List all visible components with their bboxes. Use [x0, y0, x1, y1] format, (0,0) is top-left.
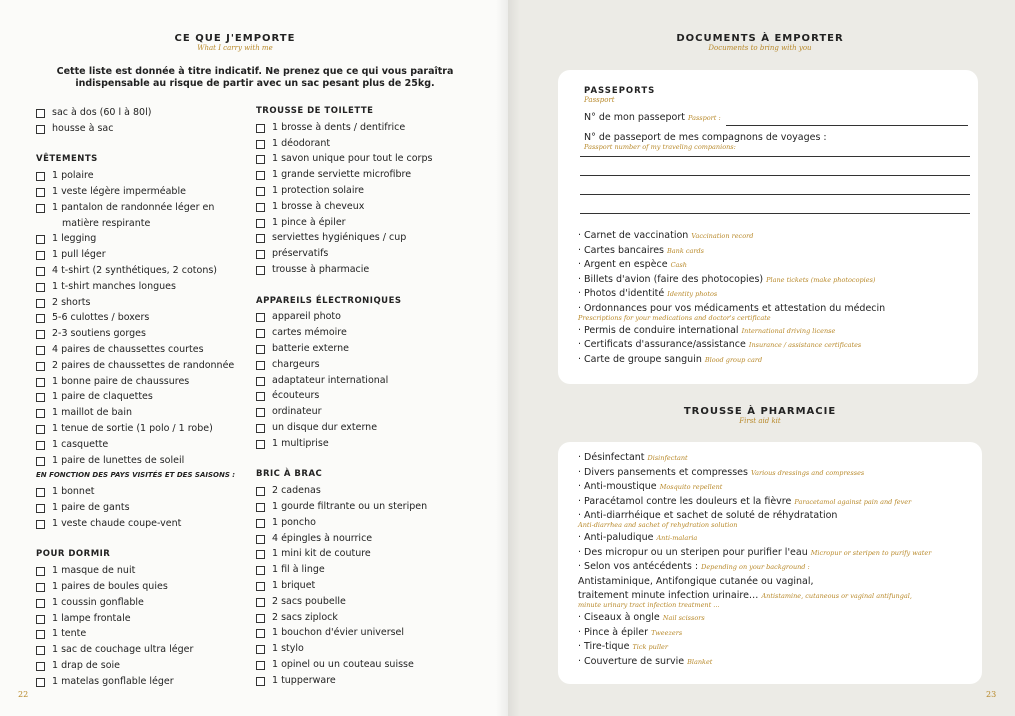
checkbox[interactable]	[256, 424, 265, 433]
checklist-item-label: 4 t-shirt (2 synthétiques, 2 cotons)	[52, 264, 217, 276]
bullet-text: · Certificats d'assurance/assistance	[578, 339, 746, 351]
bullet-translation: Vaccination record	[691, 232, 754, 240]
checkbox[interactable]	[36, 235, 45, 244]
bullet-translation-line2: Prescriptions for your medications and doctor's certificate	[578, 314, 771, 322]
season-note: EN FONCTION DES PAYS VISITÉS ET DES SAISONS :	[36, 471, 236, 480]
bullet-text: · Divers pansements et compresses	[578, 466, 748, 478]
bullet-translation: Tick puller	[632, 643, 668, 652]
checklist-item	[36, 500, 251, 516]
my-passport-label-en: Passport :	[687, 114, 721, 122]
section-heading: BRIC À BRAC	[256, 469, 323, 480]
checkbox[interactable]	[36, 425, 45, 434]
checklist-item-label: adaptateur international	[272, 374, 389, 386]
bullet-item	[578, 259, 687, 271]
checkbox[interactable]	[36, 267, 45, 276]
checkbox[interactable]	[36, 583, 45, 592]
checklist-item	[256, 230, 491, 246]
bullet-item	[578, 245, 704, 257]
bullet-text: · Ordonnances pour vos médicaments et attestation du médecin	[578, 303, 886, 314]
checklist-item	[256, 167, 491, 183]
checkbox[interactable]	[36, 330, 45, 339]
checklist-item-label: 1 paire de lunettes de soleil	[52, 454, 185, 466]
checklist-item	[36, 405, 251, 421]
checkbox[interactable]	[36, 520, 45, 529]
checkbox[interactable]	[256, 440, 265, 449]
bullet-translation: Nail scissors	[662, 614, 705, 622]
checkbox[interactable]	[36, 314, 45, 323]
companion-passport-field-3[interactable]	[580, 194, 970, 195]
checklist-item	[36, 231, 251, 247]
checkbox[interactable]	[36, 488, 45, 497]
checklist-item-label: 1 multiprise	[272, 437, 329, 449]
checklist-item-label: 1 gourde filtrante ou un steripen	[272, 500, 428, 512]
checklist-item-label: 1 coussin gonflable	[52, 596, 144, 608]
checklist-item-label: 2 sacs poubelle	[272, 595, 346, 607]
checklist-item-label: 1 mini kit de couture	[272, 548, 371, 560]
checklist-item-label: 1 poncho	[272, 516, 316, 528]
bullet-translation: Antistamine, cutaneous or vaginal antifungal,	[761, 592, 912, 601]
bullet-item	[578, 641, 668, 653]
checklist-item-label: 1 tenue de sortie (1 polo / 1 robe)	[52, 422, 213, 434]
checklist-item-label: 1 protection solaire	[272, 184, 365, 196]
checklist-item-label: 1 bouchon d'évier universel	[272, 627, 405, 639]
checklist-item	[256, 404, 491, 420]
checklist-item	[256, 183, 491, 199]
checkbox[interactable]	[256, 329, 265, 338]
checklist-item-label: 1 paire de gants	[52, 501, 130, 513]
checkbox[interactable]	[256, 677, 265, 686]
checkbox[interactable]	[36, 599, 45, 608]
page-number-right: 23	[986, 690, 997, 699]
checklist-item	[256, 215, 491, 231]
checkbox[interactable]	[36, 125, 45, 134]
checkbox[interactable]	[256, 566, 265, 575]
checklist-item-label: 5-6 culottes / boxers	[52, 312, 150, 324]
bullet-translation: Blanket	[687, 657, 713, 666]
checklist-item	[36, 295, 251, 311]
checklist-item-label: cartes mémoire	[272, 327, 347, 339]
checkbox[interactable]	[36, 457, 45, 466]
checklist-item-label: 1 fil à linge	[272, 564, 325, 576]
checklist-item-label: 1 stylo	[272, 643, 304, 655]
checkbox[interactable]	[256, 187, 265, 196]
intro-line-1: Cette liste est donnée à titre indicatif. Ne prenez que ce qui vous paraîtra	[56, 66, 454, 77]
bullet-text: · Permis de conduire international	[578, 324, 739, 336]
bullet-text: · Des micropur ou un steripen pour purifier l'eau	[578, 546, 808, 558]
checklist-item	[256, 341, 491, 357]
bullet-translation: Bank cards	[667, 246, 704, 255]
spacer	[36, 532, 251, 548]
bullet-item	[578, 274, 875, 286]
bullet-text: Antistaminique, Antifongique cutanée ou vaginal,	[578, 575, 814, 587]
bullet-item	[578, 339, 861, 351]
documents-title: DOCUMENTS À EMPORTER	[676, 33, 844, 44]
checkbox[interactable]	[256, 645, 265, 654]
checklist-item	[36, 200, 251, 216]
bullet-translation: Mosquito repellent	[659, 483, 723, 492]
bullet-translation: Anti-malaria	[656, 534, 698, 542]
checkbox[interactable]	[256, 408, 265, 417]
checklist-item	[256, 531, 491, 547]
checklist-item	[256, 657, 491, 673]
checkbox[interactable]	[256, 598, 265, 607]
checklist-item-label: 1 briquet	[272, 579, 316, 591]
checklist-item	[36, 453, 251, 469]
checklist-item	[256, 594, 491, 610]
spacer	[36, 137, 251, 153]
companions-label-en: Passport number of my traveling companions:	[584, 143, 736, 151]
checklist-item-label: 1 savon unique pour tout le corps	[272, 153, 433, 165]
checklist-item	[256, 262, 491, 278]
checklist-item-label: sac à dos (60 l à 80l)	[52, 107, 152, 118]
checklist-item	[256, 625, 491, 641]
checklist-item-label: un disque dur externe	[272, 421, 378, 433]
checkbox[interactable]	[256, 487, 265, 496]
passports-title: PASSEPORTS	[584, 86, 656, 96]
checklist-item	[36, 184, 251, 200]
bullet-text: · Anti-diarrhéique et sachet de soluté de réhydratation	[578, 510, 838, 522]
checklist-item	[256, 610, 491, 626]
checklist-item-label: 2-3 soutiens gorges	[52, 328, 146, 340]
checklist-item-label: ordinateur	[272, 406, 322, 418]
checklist-item-label: 1 bonne paire de chaussures	[52, 375, 190, 387]
checklist-item-label: 2 sacs ziplock	[272, 611, 338, 623]
documents-card	[558, 70, 978, 384]
checklist-item	[36, 105, 251, 121]
checklist-item	[36, 263, 251, 279]
bullet-translation: Paracetamol against pain and fever	[794, 497, 912, 506]
checklist-item	[36, 358, 251, 374]
checklist-item	[256, 136, 491, 152]
book-gutter	[496, 0, 520, 716]
spacer	[256, 452, 491, 468]
checklist-item	[36, 421, 251, 437]
checklist-item-label: 1 legging	[52, 233, 97, 245]
bullet-text: · Pince à épiler	[578, 626, 649, 638]
bullet-translation: Disinfectant	[647, 454, 688, 462]
checklist-item	[36, 279, 251, 295]
checklist-item	[36, 342, 251, 358]
bullet-text: · Billets d'avion (faire des photocopies)	[578, 273, 764, 285]
bullet-item	[578, 467, 864, 479]
bullet-text: · Paracétamol contre les douleurs et la fièvre	[578, 495, 792, 507]
checklist-item	[36, 484, 251, 500]
checklist-item-label: 1 pince à épiler	[272, 216, 346, 228]
checklist-item-continuation	[36, 216, 251, 232]
checklist-item	[256, 641, 491, 657]
companions-label: N° de passeport de mes compagnons de voyages :	[584, 132, 827, 143]
section-heading: VÊTEMENTS	[36, 154, 98, 165]
checkbox[interactable]	[256, 266, 265, 275]
checklist-item	[256, 325, 491, 341]
checklist-item-label: 1 sac de couchage ultra léger	[52, 644, 194, 656]
bullet-translation-line2: minute urinary tract infection treatment ...	[578, 601, 720, 610]
bullet-item	[578, 510, 837, 529]
checklist-item	[256, 120, 491, 136]
checklist-item-label: 4 épingles à nourrice	[272, 532, 373, 544]
checklist-item	[256, 562, 491, 578]
my-passport-label: N° de mon passeport	[584, 112, 685, 123]
bullet-item	[578, 496, 911, 508]
checkbox[interactable]	[36, 172, 45, 181]
checkbox[interactable]	[36, 662, 45, 671]
checklist-item-label: appareil photo	[272, 311, 341, 323]
checklist-item-label: 1 drap de soie	[52, 659, 121, 671]
checklist-item	[256, 436, 491, 452]
bullet-item	[578, 612, 705, 624]
checkbox[interactable]	[256, 377, 265, 386]
checklist-item-label: 1 tupperware	[272, 674, 336, 686]
checkbox[interactable]	[36, 204, 45, 213]
checklist-item	[256, 673, 491, 689]
checklist-item	[36, 626, 251, 642]
checklist-item	[36, 658, 251, 674]
checklist-item	[36, 374, 251, 390]
checklist-item-label: 1 casquette	[52, 438, 109, 450]
checklist-item-label: 2 shorts	[52, 296, 91, 308]
bullet-text: · Couverture de survie	[578, 655, 685, 667]
checkbox[interactable]	[36, 441, 45, 450]
bullet-text: · Carnet de vaccination	[578, 230, 689, 241]
checklist-item	[36, 121, 251, 137]
checkbox[interactable]	[36, 109, 45, 118]
checklist-item	[256, 420, 491, 436]
checklist-item	[256, 151, 491, 167]
intro-text	[40, 66, 470, 90]
checkbox[interactable]	[36, 504, 45, 513]
bullet-text: · Tire-tique	[578, 641, 630, 653]
checkbox[interactable]	[36, 615, 45, 624]
checklist-item	[36, 389, 251, 405]
bullet-item	[578, 481, 722, 493]
checkbox[interactable]	[36, 188, 45, 197]
checklist-column-2	[256, 104, 491, 688]
pharmacy-card	[558, 442, 982, 684]
checklist-item	[36, 310, 251, 326]
bullet-item	[578, 288, 717, 300]
checkbox[interactable]	[256, 519, 265, 528]
checkbox[interactable]	[256, 124, 265, 133]
checklist-item-label: 1 opinel ou un couteau suisse	[272, 658, 414, 670]
checklist-item	[36, 437, 251, 453]
checklist-item	[256, 373, 491, 389]
checklist-item-label: 1 matelas gonflable léger	[52, 675, 174, 687]
checkbox[interactable]	[256, 582, 265, 591]
bullet-item	[578, 532, 697, 544]
checkbox[interactable]	[36, 409, 45, 418]
pharmacy-title: TROUSSE À PHARMACIE	[683, 406, 837, 417]
checkbox[interactable]	[256, 550, 265, 559]
checklist-item	[36, 563, 251, 579]
bullet-translation: Depending on your background :	[701, 563, 810, 572]
checkbox[interactable]	[36, 346, 45, 355]
checkbox[interactable]	[36, 283, 45, 292]
page-number-left: 22	[18, 690, 29, 699]
bullet-translation: Micropur or steripen to purify water	[810, 548, 932, 557]
checkbox[interactable]	[256, 629, 265, 638]
companion-passport-field-4[interactable]	[580, 213, 970, 214]
checklist-item-label: 1 veste chaude coupe-vent	[52, 517, 182, 529]
checklist-item-label: 1 bonnet	[52, 486, 95, 498]
checklist-item-label: 1 déodorant	[272, 137, 331, 149]
checklist-item	[256, 246, 491, 262]
checklist-item-label: 2 cadenas	[272, 485, 321, 497]
bullet-text: · Argent en espèce	[578, 259, 668, 271]
checklist-item-label: 1 pull léger	[52, 249, 106, 261]
checklist-item	[256, 499, 491, 515]
checkbox[interactable]	[36, 362, 45, 371]
checkbox[interactable]	[256, 234, 265, 243]
bullet-item	[578, 547, 931, 559]
checklist-item-label: 1 veste légère imperméable	[52, 185, 186, 197]
bullet-translation: Cash	[670, 261, 687, 270]
checklist-item-label: 1 paires de boules quies	[52, 580, 168, 592]
bullet-text: · Photos d'identité	[578, 288, 665, 300]
bullet-translation: International driving license	[741, 326, 836, 335]
bullet-item	[578, 561, 810, 573]
bullet-text: · Ciseaux à ongle	[578, 612, 660, 623]
checklist-item	[256, 546, 491, 562]
checklist-item-label: 1 lampe frontale	[52, 612, 131, 624]
bullet-translation: Tweezers	[651, 628, 683, 637]
bullet-translation-line2: Anti-diarrhea and sachet of rehydration solution	[578, 521, 738, 530]
bullet-translation: Blood group card	[704, 355, 763, 364]
bullet-translation: Identity photos	[667, 290, 718, 299]
checklist-item	[36, 642, 251, 658]
bullet-item	[578, 627, 682, 639]
checklist-item-label: 1 tente	[52, 628, 87, 640]
bullet-translation: Plane tickets (make photocopies)	[766, 275, 876, 284]
checklist-item-label: 2 paires de chaussettes de randonnée	[52, 359, 235, 371]
bullet-item	[578, 303, 885, 322]
checklist-item-label: serviettes hygiéniques / cup	[272, 232, 407, 244]
checkbox[interactable]	[256, 392, 265, 401]
checkbox[interactable]	[36, 567, 45, 576]
checklist-item-label: préservatifs	[272, 248, 329, 260]
checklist-item-label: 1 brosse à dents / dentifrice	[272, 121, 406, 133]
checkbox[interactable]	[256, 661, 265, 670]
checkbox[interactable]	[256, 203, 265, 212]
intro-line-2: indispensable au risque de partir avec un sac pesant plus de 25kg.	[75, 78, 435, 89]
bullet-text: · Anti-moustique	[578, 481, 657, 493]
section-heading: POUR DORMIR	[36, 549, 111, 560]
bullet-text: · Cartes bancaires	[578, 244, 664, 256]
checklist-item-label: batterie externe	[272, 342, 350, 354]
checkbox[interactable]	[36, 378, 45, 387]
checklist-item-label: chargeurs	[272, 358, 320, 370]
bullet-item	[578, 354, 762, 366]
checklist-item-label: matière respirante	[62, 217, 151, 229]
checkbox[interactable]	[36, 630, 45, 639]
my-passport-row	[584, 112, 721, 123]
checklist-item	[36, 516, 251, 532]
bullet-text: traitement minute infection urinaire…	[578, 590, 759, 602]
checkbox[interactable]	[256, 503, 265, 512]
checklist-item-label: écouteurs	[272, 390, 320, 402]
checklist-item	[36, 579, 251, 595]
bullet-text: · Selon vos antécédents :	[578, 561, 699, 573]
spacer	[256, 278, 491, 294]
bullet-item	[578, 576, 814, 588]
left-page-subtitle: What I carry with me	[197, 44, 273, 52]
left-page-title: CE QUE J'EMPORTE	[174, 33, 296, 44]
bullet-item	[578, 590, 912, 609]
checklist-item-label: housse à sac	[52, 122, 114, 134]
checkbox[interactable]	[36, 299, 45, 308]
checklist-item	[256, 199, 491, 215]
checkbox[interactable]	[36, 646, 45, 655]
checkbox[interactable]	[256, 171, 265, 180]
checklist-item	[256, 515, 491, 531]
checklist-item-label: 1 t-shirt manches longues	[52, 280, 176, 292]
checkbox[interactable]	[36, 678, 45, 687]
checklist-item-label: 1 grande serviette microfibre	[272, 169, 412, 181]
companion-passport-field-2[interactable]	[580, 175, 970, 176]
checklist-item-label: 1 paire de claquettes	[52, 391, 153, 403]
checklist-item-label: 1 masque de nuit	[52, 565, 136, 577]
checkbox[interactable]	[256, 361, 265, 370]
checklist-item	[256, 357, 491, 373]
bullet-text: · Désinfectant	[578, 452, 645, 463]
checklist-item	[36, 326, 251, 342]
checklist-item	[36, 611, 251, 627]
checkbox[interactable]	[256, 313, 265, 322]
checkbox[interactable]	[256, 155, 265, 164]
pharmacy-subtitle: First aid kit	[739, 417, 781, 425]
bullet-item	[578, 452, 688, 464]
passports-subtitle: Passport	[584, 96, 615, 104]
checklist-item	[256, 483, 491, 499]
checkbox[interactable]	[36, 393, 45, 402]
section-heading: APPAREILS ÉLECTRONIQUES	[256, 295, 402, 306]
checklist-item-label: 4 paires de chaussettes courtes	[52, 343, 204, 355]
checkbox[interactable]	[256, 140, 265, 149]
checklist-item-label: 1 pantalon de randonnée léger en	[52, 201, 215, 213]
checkbox[interactable]	[256, 614, 265, 623]
checkbox[interactable]	[256, 219, 265, 228]
checkbox[interactable]	[36, 251, 45, 260]
checkbox[interactable]	[256, 535, 265, 544]
checkbox[interactable]	[256, 345, 265, 354]
checklist-item-label: 1 polaire	[52, 170, 94, 182]
bullet-translation: Various dressings and compresses	[751, 468, 865, 477]
checklist-item	[36, 674, 251, 690]
bullet-item	[578, 325, 835, 337]
checklist-item	[36, 247, 251, 263]
bullet-item	[578, 230, 753, 242]
documents-subtitle: Documents to bring with you	[708, 44, 812, 52]
checklist-item-label: trousse à pharmacie	[272, 263, 370, 275]
bullet-text: · Carte de groupe sanguin	[578, 353, 702, 365]
checklist-item-label: 1 maillot de bain	[52, 407, 133, 419]
bullet-item	[578, 656, 712, 668]
checklist-column-1	[36, 105, 251, 689]
companion-passport-field-1[interactable]	[580, 156, 970, 157]
checklist-item-label: 1 brosse à cheveux	[272, 200, 365, 212]
checkbox[interactable]	[256, 250, 265, 259]
section-heading: TROUSSE DE TOILETTE	[256, 106, 374, 116]
checklist-item	[256, 388, 491, 404]
checklist-item	[256, 309, 491, 325]
checklist-item	[36, 168, 251, 184]
checklist-item	[36, 595, 251, 611]
bullet-text: · Anti-paludique	[578, 532, 654, 543]
bullet-translation: Insurance / assistance certificates	[748, 341, 862, 350]
checklist-item	[256, 578, 491, 594]
my-passport-field[interactable]	[726, 125, 968, 126]
